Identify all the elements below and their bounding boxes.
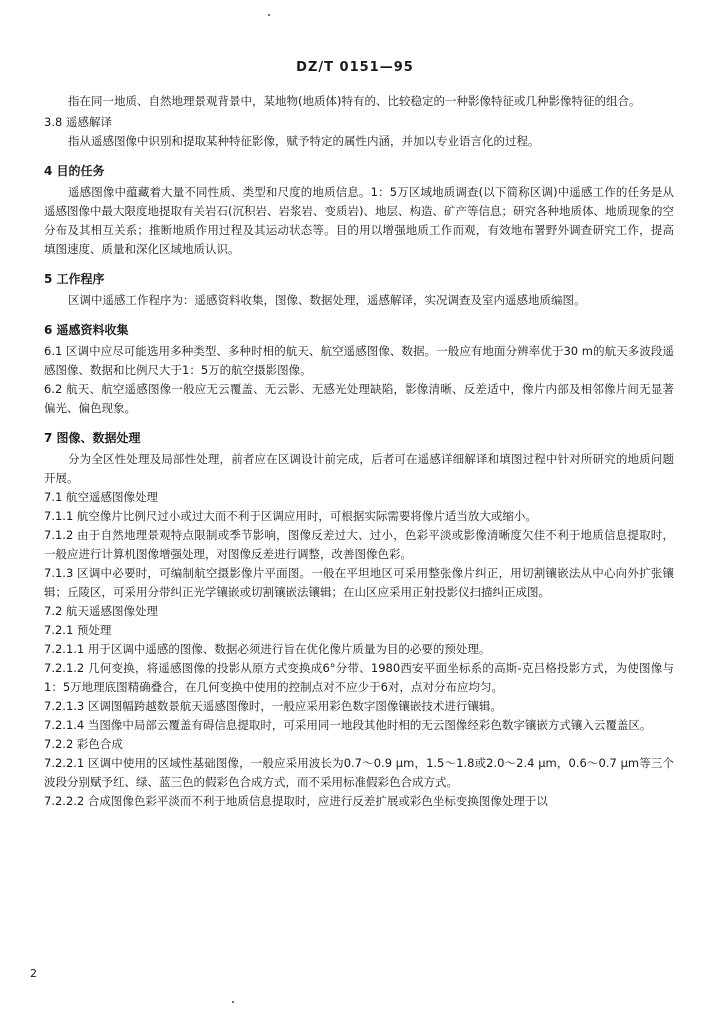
clause-6-1: 6.1 区调中应尽可能选用多种类型、多种时相的航天、航空遥感图像、数据。一般应有地面分辨率优于30 m的航天多波段遥感图像、数据和比例尺大于1：5万的航空摄影图像。 <box>44 344 674 377</box>
paragraph: 区调中遥感工作程序为：遥感资料收集，图像、数据处理，遥感解译，实况调查及室内遥感地质编图。 <box>68 293 586 307</box>
section-heading-7-2: 7.2 航天遥感图像处理 <box>44 604 158 618</box>
section-heading-7: 7 图像、数据处理 <box>44 431 141 445</box>
scan-speck <box>268 14 270 16</box>
clause-7-2-2-1: 7.2.2.1 区调中使用的区域性基础图像，一般应采用波长为0.7～0.9 μm，1.5～1.8或2.0～2.4 μm，0.6～0.7 μm等三个波段分别赋予红、绿、蓝三色的假彩色合成方式，而不采用标准假彩色合成方式。 <box>44 756 674 789</box>
document-header: DZ/T 0151—95 <box>296 60 414 75</box>
section-heading-7-2-2: 7.2.2 彩色合成 <box>44 737 123 751</box>
clause-7-2-1-3: 7.2.1.3 区调图幅跨越数景航天遥感图像时，一般应采用彩色数字图像镶嵌技术进行镶辑。 <box>44 699 502 713</box>
clause-7-2-1-4: 7.2.1.4 当图像中局部云覆盖有碍信息提取时，可采用同一地段其他时相的无云图像经彩色数字镶嵌方式镶入云覆盖区。 <box>44 718 652 732</box>
section-heading-7-1: 7.1 航空遥感图像处理 <box>44 490 158 504</box>
paragraph: 遥感图像中蕴藏着大量不同性质、类型和尺度的地质信息。1：5万区域地质调查(以下简称区调)中遥感工作的任务是从遥感图像中最大限度地提取有关岩石(沉积岩、岩浆岩、变质岩)、地层、构造、矿产等信息；研究各种地质体、地质现象的空分布及其相互关系；推断地质作用过程及其运动状态等。目的用以增强地质工作而观，有效地布署野外调查研究工作，提高填图速度、质量和深化区域地质认识。 <box>44 185 674 256</box>
clause-7-2-2-2: 7.2.2.2 合成图像色彩平淡而不利于地质信息提取时，应进行反差扩展或彩色坐标变换图像处理于以 <box>44 794 548 808</box>
clause-7-1-2: 7.1.2 由于自然地理景观特点限制或季节影响，图像反差过大、过小，色彩平淡或影像清晰度欠佳不利于地质信息提取时，一般应进行计算机图像增强处理，对图像反差进行调整，改善图像色彩。 <box>44 528 674 561</box>
clause-7-2-1-2: 7.2.1.2 几何变换，将遥感图像的投影从原方式变换成6°分带、1980西安平面坐标系的高斯-克吕格投影方式，为使图像与1：5万地理底图精确叠合，在几何变换中使用的控制点对不应少于6对，点对分布应均匀。 <box>44 661 674 694</box>
scan-speck <box>232 1001 234 1003</box>
clause-7-1-3: 7.1.3 区调中必要时，可编制航空摄影像片平面图。一般在平坦地区可采用整张像片纠正，用切割镶嵌法从中心向外扩张镶辑；丘陵区，可采用分带纠正光学镶嵌或切割镶嵌法镶辑；在山区应采用正射投影仪扫描纠正成图。 <box>44 566 674 599</box>
paragraph: 指在同一地质、自然地理景观背景中，某地物(地质体)特有的、比较稳定的一种影像特征或几种影像特征的组合。 <box>68 94 641 108</box>
section-heading-4: 4 目的任务 <box>44 164 105 178</box>
section-heading-5: 5 工作程序 <box>44 272 105 286</box>
section-heading-7-2-1: 7.2.1 预处理 <box>44 623 112 637</box>
paragraph: 指从遥感图像中识别和提取某种特征影像，赋予特定的属性内涵，并加以专业语言化的过程。 <box>68 134 540 148</box>
clause-7-1-1: 7.1.1 航空像片比例尺过小或过大而不利于区调应用时，可根据实际需要将像片适当放大或缩小。 <box>44 509 537 523</box>
section-heading-3-8: 3.8 遥感解译 <box>44 115 112 129</box>
section-heading-6: 6 遥感资料收集 <box>44 323 129 337</box>
clause-6-2: 6.2 航天、航空遥感图像一般应无云覆盖、无云影、无感光处理缺陷，影像清晰、反差适中，像片内部及相邻像片间无显著偏光、偏色现象。 <box>44 382 674 415</box>
clause-7-2-1-1: 7.2.1.1 用于区调中遥感的图像、数据必须进行旨在优化像片质量为目的必要的预处理。 <box>44 642 491 656</box>
page-number: 2 <box>30 967 37 980</box>
document-body <box>44 92 674 811</box>
paragraph: 分为全区性处理及局部性处理，前者应在区调设计前完成，后者可在遥感详细解译和填图过程中针对所研究的地质问题开展。 <box>44 452 674 485</box>
